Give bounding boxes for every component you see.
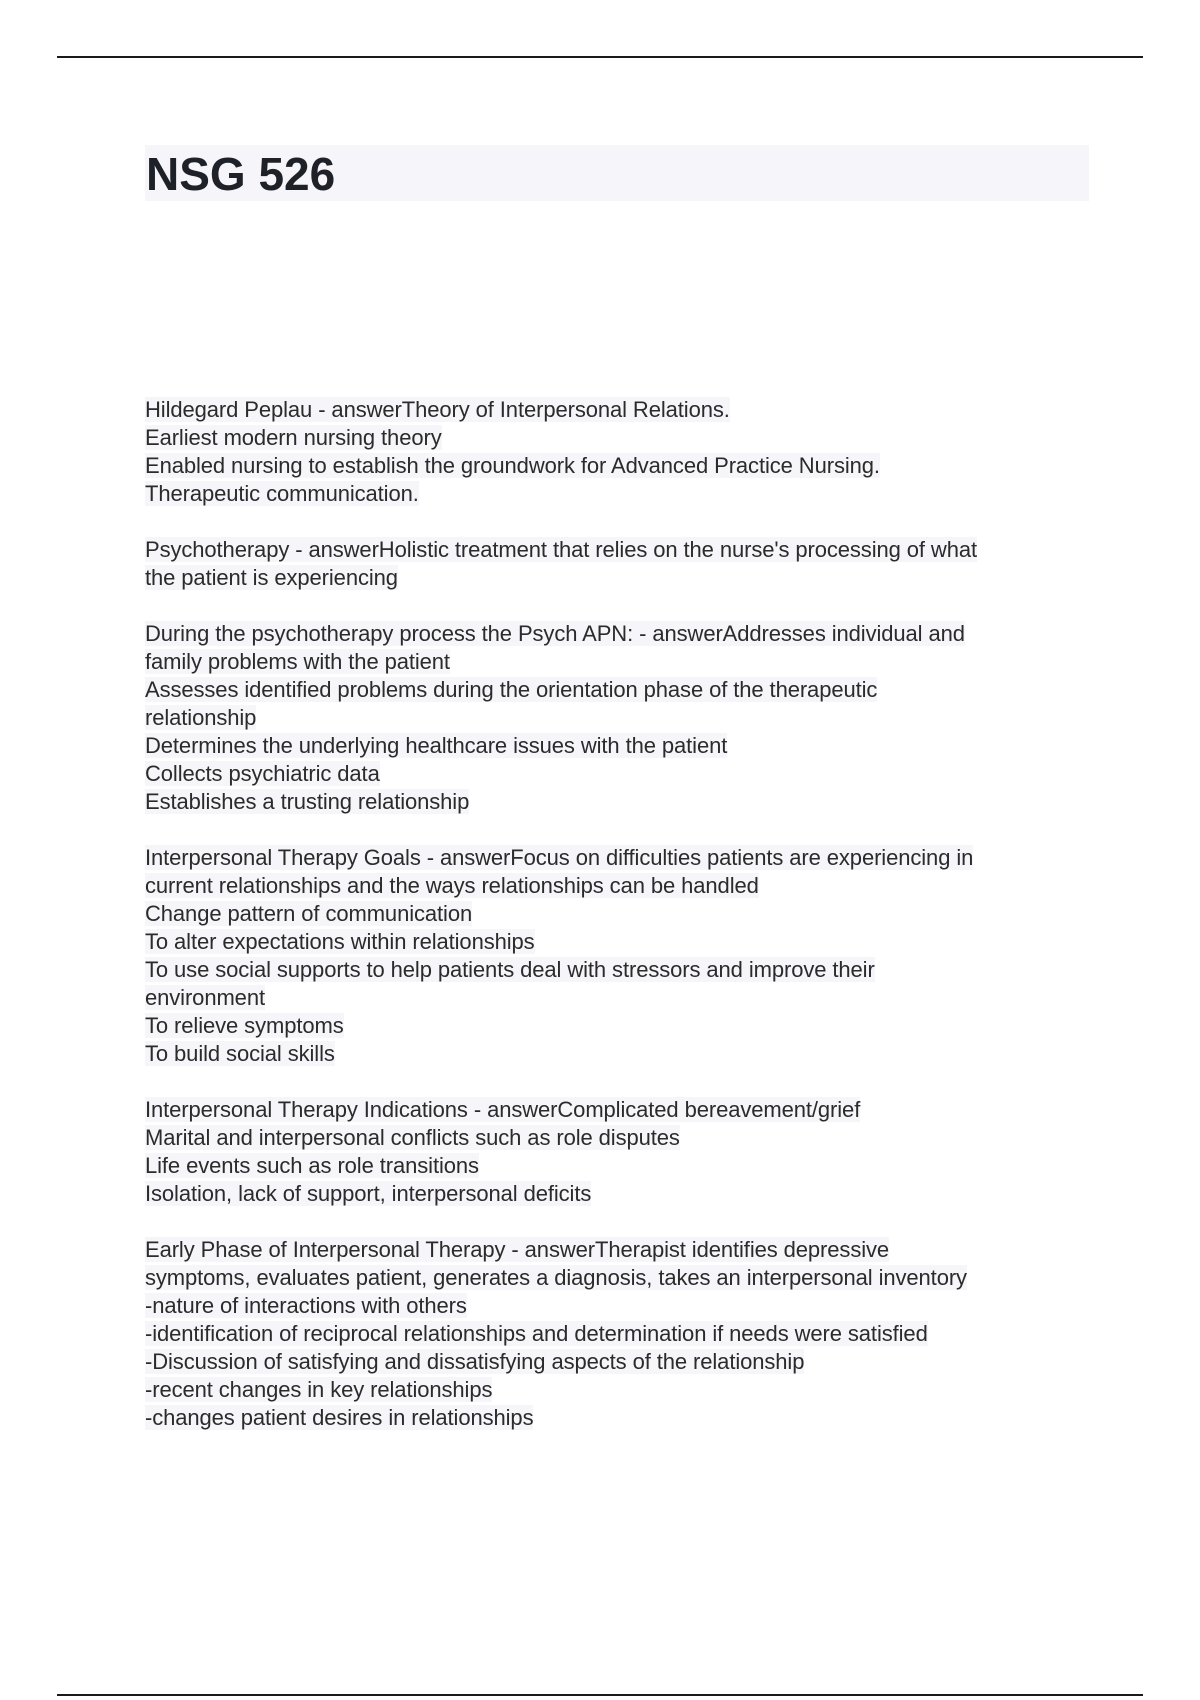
text-line	[145, 760, 1085, 788]
text-line	[145, 648, 1085, 676]
text-line	[145, 788, 1085, 816]
text-line	[145, 1152, 1085, 1180]
document-body	[145, 396, 1085, 1460]
line-text: Interpersonal Therapy Indications - answerComplicated bereavement/grief	[145, 1097, 861, 1122]
line-text: family problems with the patient	[145, 649, 450, 674]
line-text: Isolation, lack of support, interpersonal deficits	[145, 1181, 592, 1206]
text-line	[145, 1236, 1085, 1264]
text-line	[145, 1376, 1085, 1404]
text-line	[145, 1348, 1085, 1376]
page-title: NSG 526	[146, 148, 336, 200]
bottom-rule	[57, 1694, 1143, 1696]
text-line	[145, 1124, 1085, 1152]
text-line	[145, 1040, 1085, 1068]
text-line	[145, 620, 1085, 648]
text-line	[145, 1012, 1085, 1040]
line-text: During the psychotherapy process the Psych APN: - answerAddresses individual and	[145, 621, 965, 646]
text-line	[145, 676, 1085, 704]
line-text: Psychotherapy - answerHolistic treatment that relies on the nurse's processing of what	[145, 537, 977, 562]
line-text: environment	[145, 985, 265, 1010]
text-line	[145, 1180, 1085, 1208]
line-text: Interpersonal Therapy Goals - answerFocus on difficulties patients are experiencing in	[145, 845, 974, 870]
text-line	[145, 732, 1085, 760]
text-line	[145, 1320, 1085, 1348]
text-line	[145, 984, 1085, 1012]
line-text: Marital and interpersonal conflicts such as role disputes	[145, 1125, 680, 1150]
line-text: To use social supports to help patients deal with stressors and improve their	[145, 957, 875, 982]
text-line	[145, 1096, 1085, 1124]
text-line	[145, 424, 1085, 452]
line-text: the patient is experiencing	[145, 565, 398, 590]
top-rule	[57, 56, 1143, 58]
line-text: symptoms, evaluates patient, generates a diagnosis, takes an interpersonal inventory	[145, 1265, 967, 1290]
line-text: To build social skills	[145, 1041, 335, 1066]
text-line	[145, 1264, 1085, 1292]
text-line	[145, 872, 1085, 900]
line-text: Hildegard Peplau - answerTheory of Interpersonal Relations.	[145, 397, 730, 422]
line-text: -changes patient desires in relationships	[145, 1405, 534, 1430]
qa-entry	[145, 1096, 1085, 1208]
line-text: -nature of interactions with others	[145, 1293, 467, 1318]
qa-entry	[145, 396, 1085, 508]
qa-entry	[145, 1236, 1085, 1432]
line-text: -recent changes in key relationships	[145, 1377, 493, 1402]
line-text: relationship	[145, 705, 257, 730]
text-line	[145, 1404, 1085, 1432]
text-line	[145, 564, 1085, 592]
text-line	[145, 396, 1085, 424]
line-text: Therapeutic communication.	[145, 481, 419, 506]
line-text: Establishes a trusting relationship	[145, 789, 470, 814]
text-line	[145, 1292, 1085, 1320]
qa-entry	[145, 844, 1085, 1068]
line-text: Life events such as role transitions	[145, 1153, 479, 1178]
line-text: To relieve symptoms	[145, 1013, 344, 1038]
text-line	[145, 844, 1085, 872]
qa-entry	[145, 536, 1085, 592]
text-line	[145, 928, 1085, 956]
line-text: Collects psychiatric data	[145, 761, 380, 786]
text-line	[145, 956, 1085, 984]
text-line	[145, 900, 1085, 928]
line-text: Determines the underlying healthcare issues with the patient	[145, 733, 728, 758]
text-line	[145, 536, 1085, 564]
text-line	[145, 452, 1085, 480]
line-text: current relationships and the ways relationships can be handled	[145, 873, 759, 898]
line-text: Enabled nursing to establish the groundwork for Advanced Practice Nursing.	[145, 453, 880, 478]
text-line	[145, 480, 1085, 508]
line-text: -identification of reciprocal relationships and determination if needs were satisfied	[145, 1321, 928, 1346]
line-text: Early Phase of Interpersonal Therapy - answerTherapist identifies depressive	[145, 1237, 890, 1262]
qa-entry	[145, 620, 1085, 816]
line-text: Earliest modern nursing theory	[145, 425, 442, 450]
line-text: Assesses identified problems during the orientation phase of the therapeutic	[145, 677, 878, 702]
line-text: To alter expectations within relationships	[145, 929, 535, 954]
line-text: Change pattern of communication	[145, 901, 473, 926]
line-text: -Discussion of satisfying and dissatisfying aspects of the relationship	[145, 1349, 805, 1374]
text-line	[145, 704, 1085, 732]
